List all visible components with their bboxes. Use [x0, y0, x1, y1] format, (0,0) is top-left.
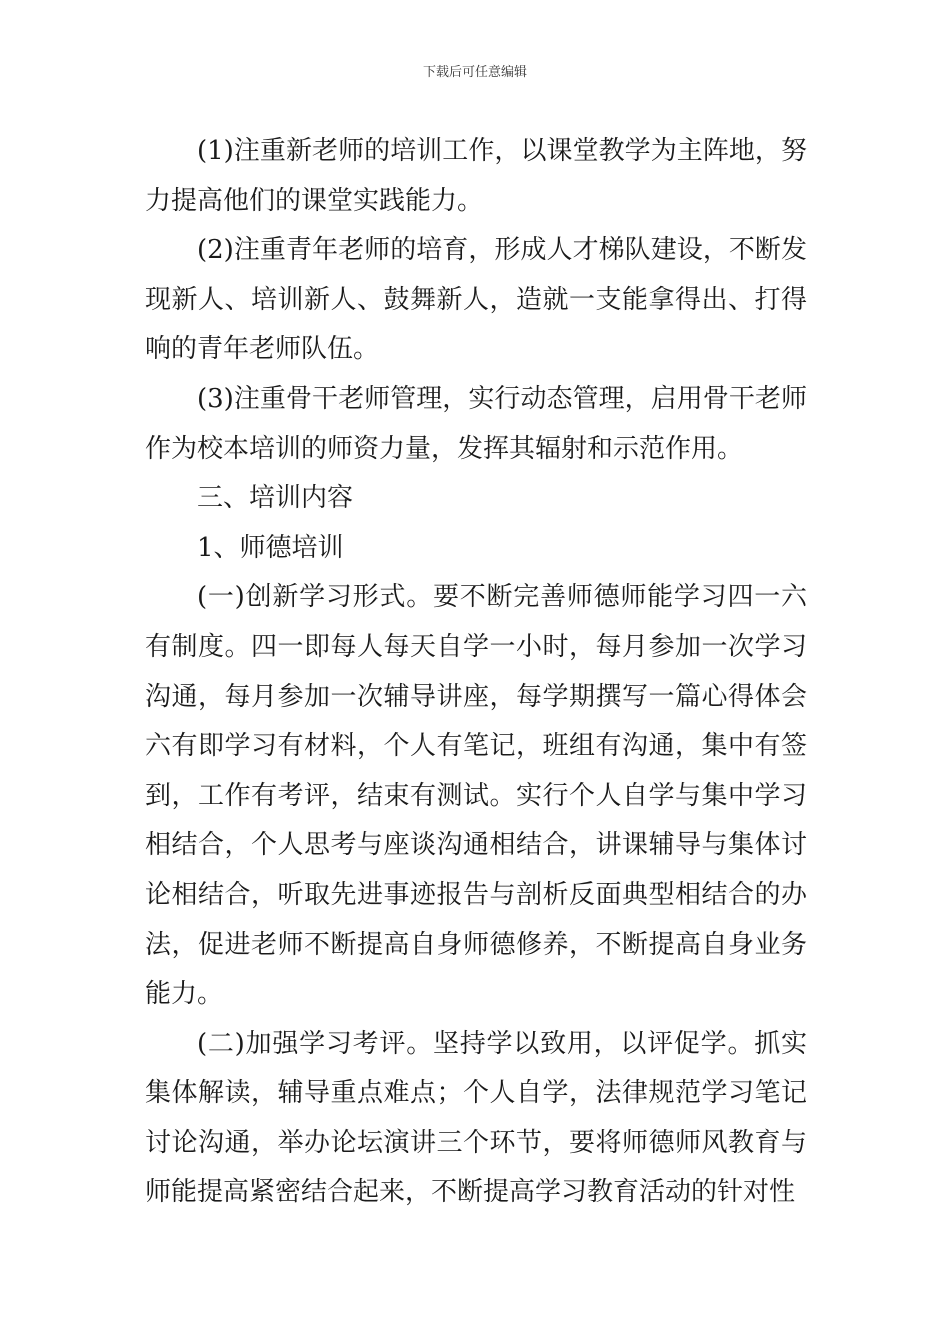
paragraph-innovate-learning-form: (一)创新学习形式。要不断完善师德师能学习四一六有制度。四一即每人每天自学一小时，每月参加一次学习沟通，每月参加一次辅导讲座，每学期撰写一篇心得体会六有即学习有材料，个人有笔记，班组有沟通，集中有签到，工作有考评，结束有测试。实行个人自学与集中学习相结合，个人思考与座谈沟通相结合，讲课辅导与集体讨论相结合，听取先进事迹报告与剖析反面典型相结合的办法，促进老师不断提高自身师德修养，不断提高自身业务能力。	[145, 582, 807, 1010]
subheading-ethics-training: 1、师德培训	[197, 532, 344, 563]
paragraph-key-teacher-management: (3)注重骨干老师管理，实行动态管理，启用骨干老师作为校本培训的师资力量，发挥其辐射和示范作用。	[145, 383, 807, 464]
page-header: 下载后可任意编辑	[422, 65, 527, 80]
document-body	[145, 127, 807, 1218]
paragraph-young-teacher-cultivation: (2)注重青年老师的培育，形成人才梯队建设，不断发现新人、培训新人、鼓舞新人，造就一支能拿得出、打得响的青年老师队伍。	[145, 235, 807, 365]
paragraph-new-teacher-training: (1)注重新老师的培训工作，以课堂教学为主阵地，努力提高他们的课堂实践能力。	[145, 136, 807, 216]
paragraph-strengthen-assessment: (二)加强学习考评。坚持学以致用，以评促学。抓实集体解读，辅导重点难点；个人自学，法律规范学习笔记讨论沟通，举办论坛演讲三个环节，要将师德师风教育与师能提高紧密结合起来，不断提高学习教育活动的针对性	[145, 1028, 807, 1208]
section-heading-training-content: 三、培训内容	[197, 483, 354, 514]
